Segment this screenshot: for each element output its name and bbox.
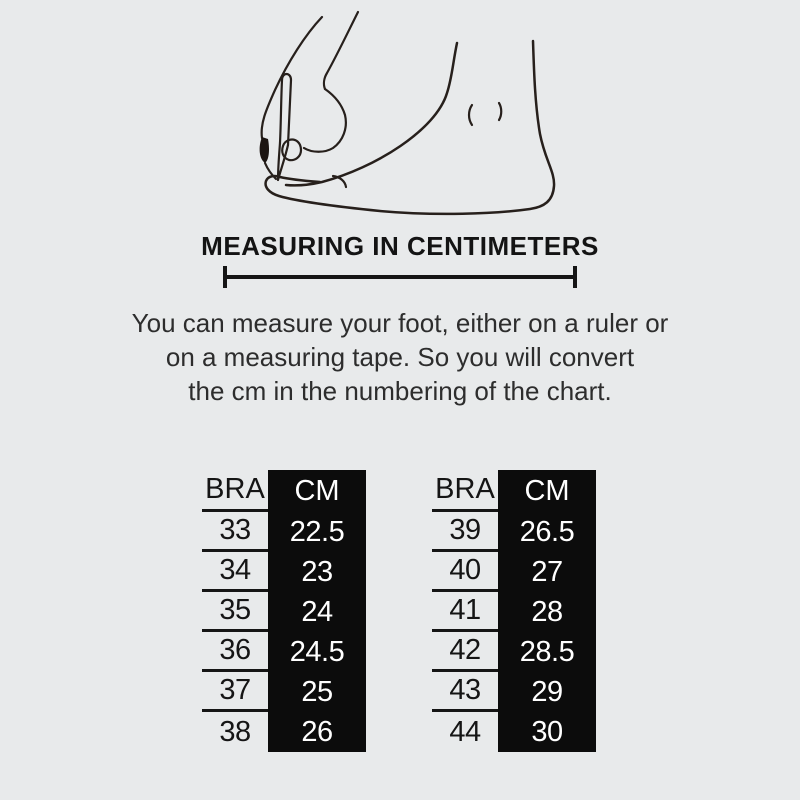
foot-outline [266,41,555,214]
cm-cell: 26 [301,715,333,748]
bra-cell: 44 [449,715,481,748]
foot-instep-line [286,43,457,185]
column-header-cm: CM [294,474,340,507]
measurement-line-right-cap [573,266,577,288]
foot-measuring-illustration [200,10,600,225]
thumb-nail [260,137,269,163]
size-table-right [432,470,596,752]
bra-cell: 39 [432,512,498,552]
hand-back-outline [262,17,322,138]
bra-cell: 35 [202,592,268,632]
bra-cell: 41 [432,592,498,632]
cm-cell: 23 [301,555,333,588]
measurement-line-bar [227,275,573,279]
pencil [280,74,291,145]
cm-cell: 30 [531,715,563,748]
cm-cell: 25 [301,675,333,708]
bra-cell: 43 [432,672,498,712]
instructions-text [0,306,800,408]
page-title: MEASURING IN CENTIMETERS [201,231,599,261]
cm-cell: 29 [531,675,563,708]
instructions-line: the cm in the numbering of the chart. [188,376,612,406]
bra-cell: 38 [219,715,251,748]
column-header-bra: BRA [432,470,498,512]
measurement-line [223,266,577,288]
column-header-cm: CM [524,474,570,507]
bra-column [202,470,268,752]
cm-cell: 24 [301,595,333,628]
ankle-mark-left [469,105,472,125]
cm-column [268,470,366,752]
cm-cell: 26.5 [519,515,575,548]
cm-cell: 27 [531,555,563,588]
cm-cell: 22.5 [289,515,345,548]
instructions-line: on a measuring tape. So you will convert [165,342,635,372]
bra-cell: 40 [432,552,498,592]
bra-cell: 37 [202,672,268,712]
bra-cell: 42 [432,632,498,672]
cm-cell: 28 [531,595,563,628]
cm-column [498,470,596,752]
cm-cell: 24.5 [289,635,345,668]
bra-column [432,470,498,752]
bra-cell: 36 [202,632,268,672]
column-header-bra: BRA [202,470,268,512]
bra-cell: 33 [202,512,268,552]
ankle-mark-right [499,103,501,120]
curled-finger [304,89,346,152]
cm-cell: 28.5 [519,635,575,668]
instructions-line: You can measure your foot, either on a ruler or [131,308,669,338]
bra-cell: 34 [202,552,268,592]
hand-inner-outline [324,12,358,89]
size-table-left [202,470,366,752]
